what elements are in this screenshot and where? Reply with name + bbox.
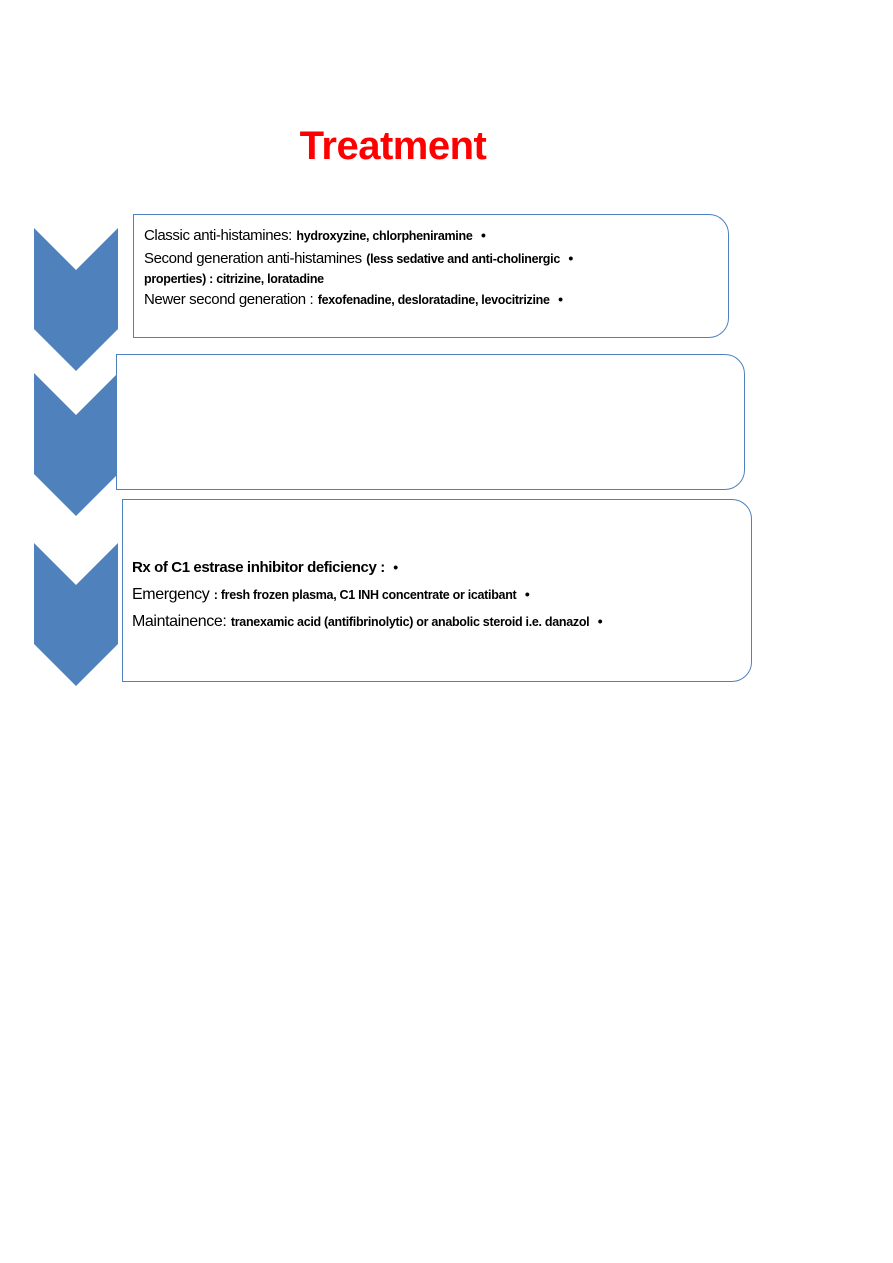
line-head: Second generation anti-histamines (144, 250, 362, 267)
bullet-icon: • (558, 291, 564, 307)
antihistamine-second-gen-continued (144, 271, 728, 287)
step-2-chevron-icon (34, 373, 118, 516)
antihistamine-newer-line (144, 292, 728, 308)
maintainence-line (132, 614, 751, 630)
bullet-icon: • (568, 250, 574, 266)
emergency-line (132, 587, 751, 603)
page-title: Treatment (299, 124, 487, 168)
c1-inhibitor-heading-line (132, 560, 751, 576)
line-detail: fexofenadine, desloratadine, levocitrizine (317, 293, 550, 307)
line-head: Rx of C1 estrase inhibitor deficiency : (132, 559, 385, 576)
bullet-icon: • (597, 613, 603, 629)
step-2-box (116, 354, 745, 490)
line-head: Newer second generation : (144, 291, 314, 308)
antihistamine-second-gen-line (144, 251, 728, 267)
line-head: Emergency (132, 586, 210, 603)
line-detail: : fresh frozen plasma, C1 INH concentrate or icatibant (213, 588, 517, 602)
bullet-icon: • (480, 227, 486, 243)
bullet-icon: • (524, 586, 530, 602)
antihistamine-classic-line (144, 228, 728, 244)
step-1-box (133, 214, 729, 338)
line-head: Classic anti-histamines: (144, 227, 292, 244)
line-detail: tranexamic acid (antifibrinolytic) or anabolic steroid i.e. danazol (230, 615, 590, 629)
step-3-chevron-icon (34, 543, 118, 686)
line-head: Maintainence: (132, 613, 227, 630)
step-3-box (122, 499, 752, 682)
line-detail: hydroxyzine, chlorpheniramine (296, 229, 473, 243)
line-detail: properties) : citrizine, loratadine (144, 272, 324, 286)
line-detail: (less sedative and anti-cholinergic (366, 252, 560, 266)
step-1-chevron-icon (34, 228, 118, 371)
bullet-icon: • (393, 559, 399, 575)
